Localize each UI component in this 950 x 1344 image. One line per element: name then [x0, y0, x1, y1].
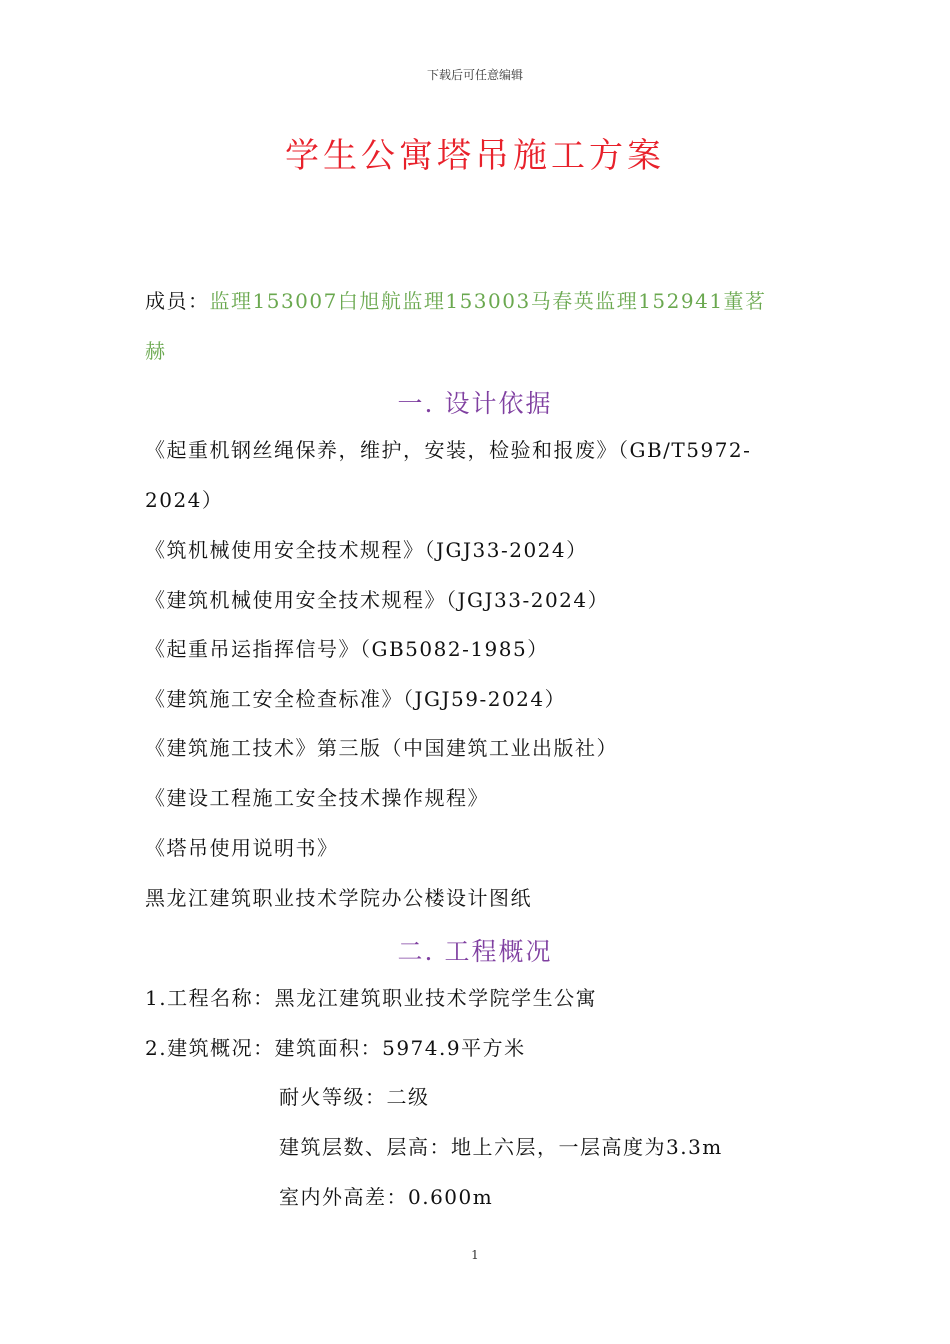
project-name-line: 1.工程名称：黑龙江建筑职业技术学院学生公寓 [145, 986, 598, 1010]
page-number: 1 [471, 1248, 479, 1262]
section-heading-project-overview: 二. 工程概况 [397, 937, 553, 966]
height-difference-line: 室内外高差：0.600m [279, 1185, 494, 1209]
members-label: 成员： [145, 289, 210, 313]
design-basis-item: 《筑机械使用安全技术规程》（JGJ33-2024） [145, 538, 588, 562]
building-overview-label: 2.建筑概况： [145, 1036, 275, 1060]
design-basis-item: 2024） [145, 488, 224, 512]
design-basis-item: 《起重机钢丝绳保养，维护，安装，检验和报废》（GB/T5972- [145, 438, 752, 462]
fire-rating-line: 耐火等级：二级 [279, 1085, 430, 1109]
design-basis-item: 《建设工程施工安全技术操作规程》 [145, 786, 489, 810]
members-value-continuation: 赫 [145, 339, 167, 363]
design-basis-item: 《塔吊使用说明书》 [145, 836, 339, 860]
design-basis-item: 《起重吊运指挥信号》（GB5082-1985） [145, 637, 549, 661]
members-line [145, 288, 767, 314]
document-title: 学生公寓塔吊施工方案 [285, 136, 665, 176]
floors-height-line: 建筑层数、层高：地上六层，一层高度为3.3m [279, 1135, 723, 1159]
design-basis-item: 《建筑施工技术》第三版（中国建筑工业出版社） [145, 736, 618, 760]
section-heading-design-basis: 一. 设计依据 [397, 389, 553, 418]
page-header: 下载后可任意编辑 [426, 68, 523, 82]
building-area-value: 建筑面积：5974.9平方米 [274, 1036, 526, 1060]
building-overview-line [145, 1035, 526, 1061]
design-basis-item: 黑龙江建筑职业技术学院办公楼设计图纸 [145, 886, 532, 910]
design-basis-item: 《建筑机械使用安全技术规程》（JGJ33-2024） [145, 588, 610, 612]
design-basis-item: 《建筑施工安全检查标准》（JGJ59-2024） [145, 687, 567, 711]
members-value: 监理153007白旭航监理153003马春英监理152941董茗 [209, 289, 767, 313]
